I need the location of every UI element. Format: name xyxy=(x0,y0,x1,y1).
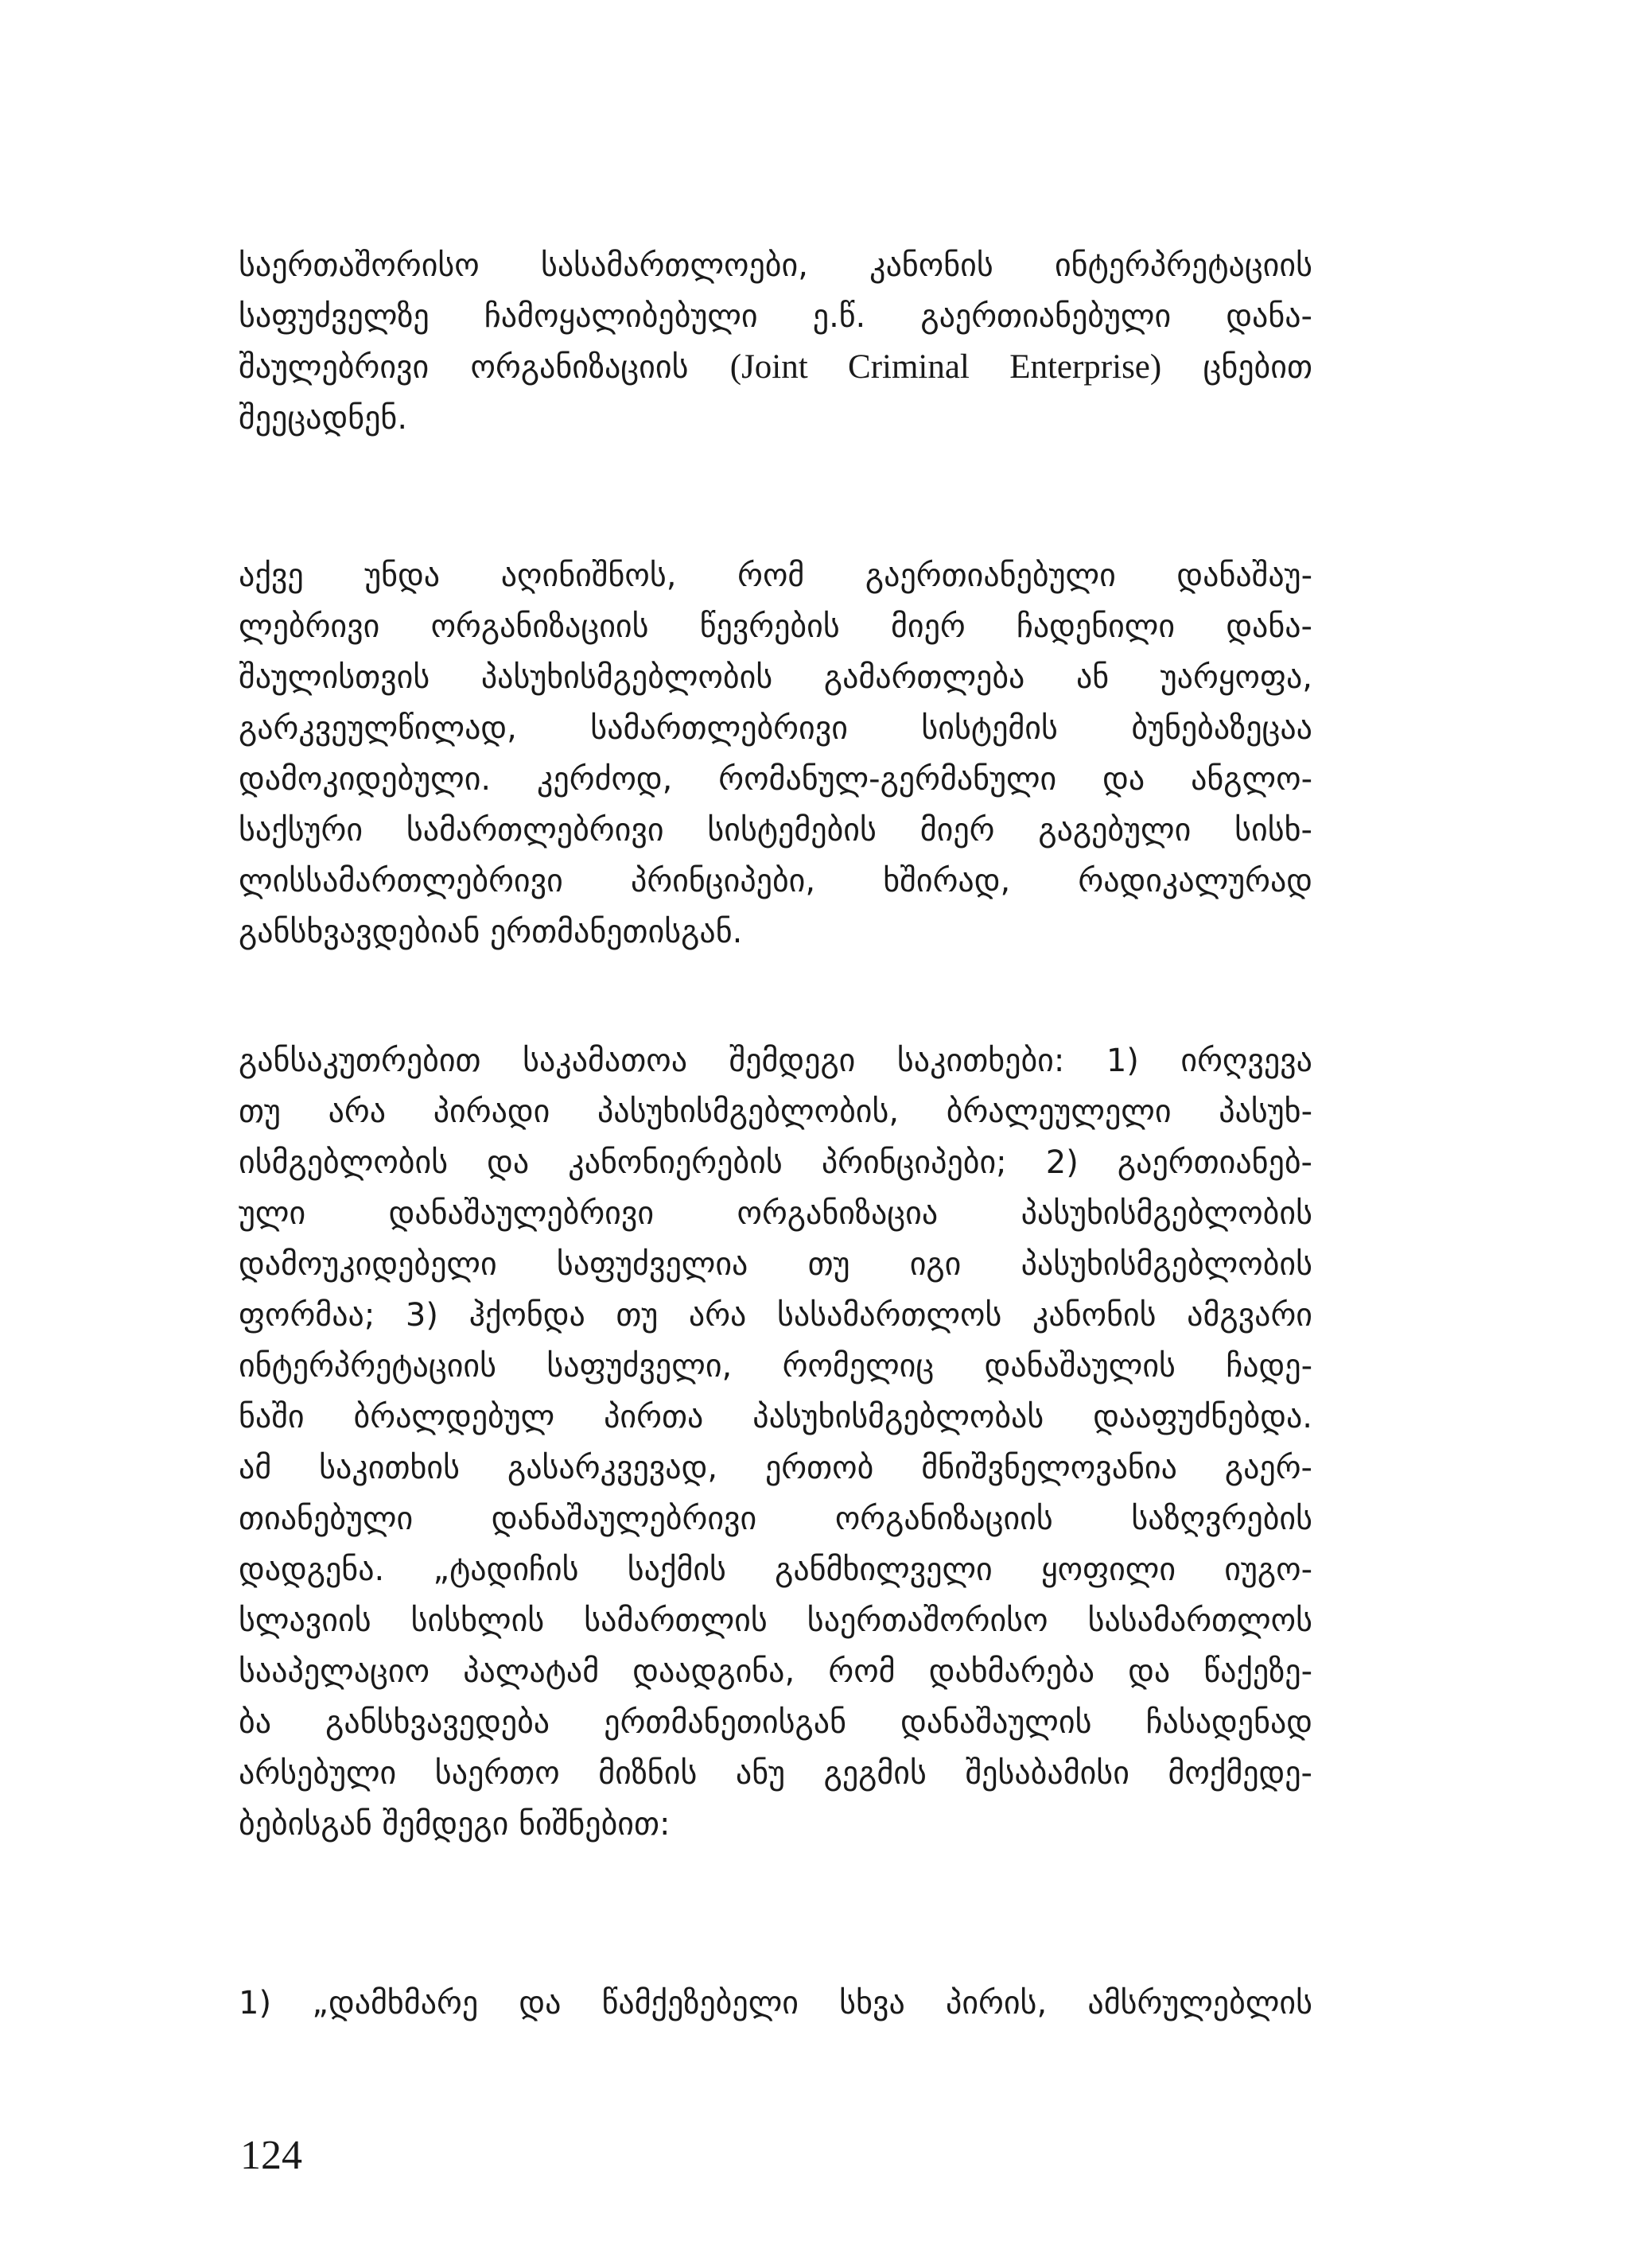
text-line: საერთაშორისო სასამართლოები, კანონის ინტერპრეტაციის xyxy=(239,247,1312,284)
text-line: ინტერპრეტაციის საფუძველი, რომელიც დანაშაულის ჩადე- xyxy=(239,1348,1312,1384)
text-line xyxy=(239,342,1312,393)
paragraph-1 xyxy=(239,240,1312,444)
text-line: ბა განსხვავედება ერთმანეთისგან დანაშაულის ჩასადენად xyxy=(239,1704,1312,1741)
text-line: ნაში ბრალდებულ პირთა პასუხისმგებლობას დააფუძნებდა. xyxy=(239,1399,1312,1435)
text-line: ლებრივი ორგანიზაციის წევრების მიერ ჩადენილი დანა- xyxy=(239,608,1312,645)
text-line: განსაკუთრებით საკამათოა შემდეგი საკითხები: 1) ირღვევა xyxy=(239,1043,1312,1079)
paragraph-2 xyxy=(239,550,1312,957)
text-line: ამ საკითხის გასარკვევად, ერთობ მნიშვნელოვანია გაერ- xyxy=(239,1450,1312,1486)
english-term: (Joint Criminal Enterprise) xyxy=(729,348,1162,386)
text-line: დამოუკიდებელი საფუძველია თუ იგი პასუხისმგებლობის xyxy=(239,1246,1312,1283)
text-line: დადგენა. „ტადიჩის საქმის განმხილველი ყოფილი იუგო- xyxy=(239,1551,1312,1588)
text-line: ბებისგან შემდეგი ნიშნებით: xyxy=(239,1806,671,1843)
text-line: განსხვავდებიან ერთმანეთისგან. xyxy=(239,914,743,950)
text-line: თიანებული დანაშაულებრივი ორგანიზაციის საზღვრების xyxy=(239,1501,1312,1537)
text-line: გარკვეულწილად, სამართლებრივი სისტემის ბუნებაზეცაა xyxy=(239,710,1312,747)
text-line: სლავიის სისხლის სამართლის საერთაშორისო სასამართლოს xyxy=(239,1602,1312,1639)
paragraph-4 xyxy=(239,1978,1312,2029)
text-line: საქსური სამართლებრივი სისტემების მიერ გაგებული სისხ- xyxy=(239,812,1312,849)
text-line: შეეცადნენ. xyxy=(239,400,408,437)
text-line: ლისსამართლებრივი პრინციპები, ხშირად, რადიკალურად xyxy=(239,863,1312,899)
paragraph-3 xyxy=(239,1035,1312,1850)
text-segment: შაულებრივი ორგანიზაციის xyxy=(239,349,730,386)
text-segment: ცნებით xyxy=(1161,349,1312,386)
page-number: 124 xyxy=(240,2133,302,2178)
text-line: ფორმაა; 3) ჰქონდა თუ არა სასამართლოს კანონის ამგვარი xyxy=(239,1297,1312,1334)
text-line: თუ არა პირადი პასუხისმგებლობის, ბრალეულელი პასუხ- xyxy=(239,1093,1312,1130)
text-line: სააპელაციო პალატამ დაადგინა, რომ დახმარება და წაქეზე- xyxy=(239,1653,1312,1690)
text-line: 1) „დამხმარე და წამქეზებელი სხვა პირის, ამსრულებლის xyxy=(239,1985,1312,2021)
text-line: ული დანაშაულებრივი ორგანიზაცია პასუხისმგებლობის xyxy=(239,1195,1312,1232)
text-line: არსებული საერთო მიზნის ანუ გეგმის შესაბამისი მოქმედე- xyxy=(239,1755,1312,1792)
text-line: აქვე უნდა აღინიშნოს, რომ გაერთიანებული დანაშაუ- xyxy=(239,557,1312,594)
text-line: საფუძველზე ჩამოყალიბებული ე.წ. გაერთიანებული დანა- xyxy=(239,298,1312,335)
text-line: ისმგებლობის და კანონიერების პრინციპები; 2) გაერთიანებ- xyxy=(239,1144,1312,1181)
text-line: დამოკიდებული. კერძოდ, რომანულ-გერმანული და ანგლო- xyxy=(239,761,1312,798)
text-line: შაულისთვის პასუხისმგებლობის გამართლება ან უარყოფა, xyxy=(239,659,1312,696)
